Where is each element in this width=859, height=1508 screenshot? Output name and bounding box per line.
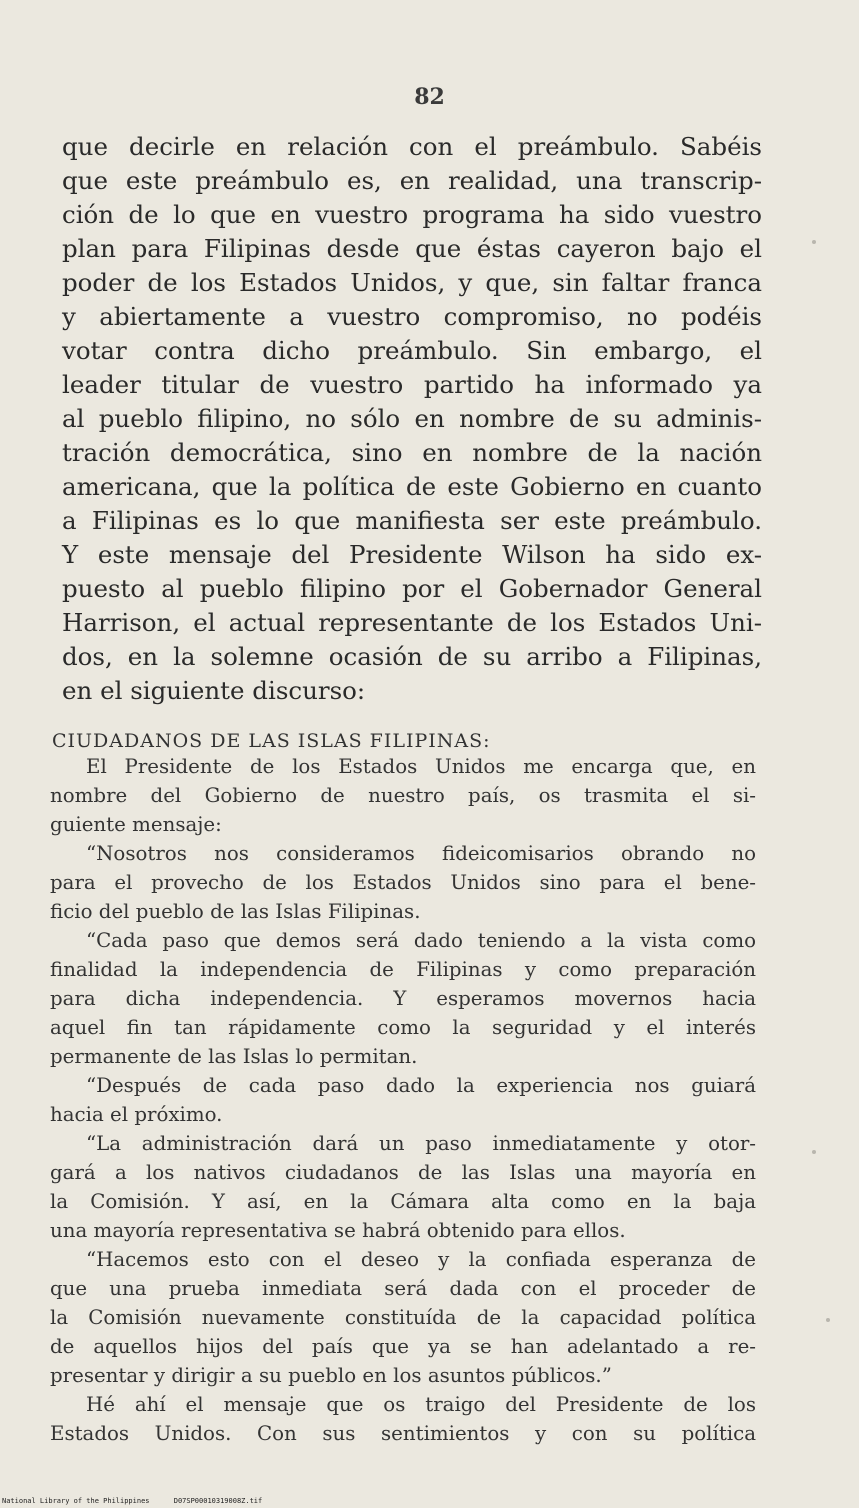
quote-line: la Comisión. Y así, en la Cámara alta como en la baja xyxy=(50,1190,756,1213)
body-line: puesto al pueblo filipino por el Gobernador General xyxy=(62,574,762,603)
footer-library: National Library of the Philippines xyxy=(2,1497,150,1505)
quoted-message xyxy=(50,752,756,1448)
quote-line: Hé ahí el mensaje que os traigo del Presidente de los xyxy=(86,1393,756,1416)
body-line: que decirle en relación con el preámbulo. Sabéis xyxy=(62,132,762,161)
quote-line: ficio del pueblo de las Islas Filipinas. xyxy=(50,900,421,923)
body-line: ción de lo que en vuestro programa ha sido vuestro xyxy=(62,200,762,229)
quote-line: una mayoría representativa se habrá obtenido para ellos. xyxy=(50,1219,626,1242)
quote-line: para el provecho de los Estados Unidos sino para el bene- xyxy=(50,871,756,894)
quote-line: El Presidente de los Estados Unidos me encarga que, en xyxy=(86,755,756,778)
paper-speck xyxy=(826,1318,830,1322)
body-line: tración democrática, sino en nombre de la nación xyxy=(62,438,762,467)
quote-line: Estados Unidos. Con sus sentimientos y con su política xyxy=(50,1422,756,1445)
quote-line: “La administración dará un paso inmediatamente y otor- xyxy=(86,1132,756,1155)
body-paragraph xyxy=(62,130,762,708)
body-line: leader titular de vuestro partido ha informado ya xyxy=(62,370,762,399)
body-line: Y este mensaje del Presidente Wilson ha sido ex- xyxy=(62,540,762,569)
quote-line: nombre del Gobierno de nuestro país, os trasmita el si- xyxy=(50,784,756,807)
scan-footer xyxy=(2,1497,282,1505)
body-line: en el siguiente discurso: xyxy=(62,676,366,705)
body-line: plan para Filipinas desde que éstas cayeron bajo el xyxy=(62,234,762,263)
page-number: 82 xyxy=(414,84,445,110)
quote-line: hacia el próximo. xyxy=(50,1103,223,1126)
quote-line: la Comisión nuevamente constituída de la capacidad política xyxy=(50,1306,756,1329)
quote-line: “Después de cada paso dado la experiencia nos guiará xyxy=(86,1074,756,1097)
body-line: a Filipinas es lo que manifiesta ser este preámbulo. xyxy=(62,506,762,535)
quote-line: “Nosotros nos consideramos fideicomisarios obrando no xyxy=(86,842,756,865)
quote-line: aquel fin tan rápidamente como la seguridad y el interés xyxy=(50,1016,756,1039)
quote-line: guiente mensaje: xyxy=(50,813,222,836)
quote-line: permanente de las Islas lo permitan. xyxy=(50,1045,418,1068)
quote-line: para dicha independencia. Y esperamos movernos hacia xyxy=(50,987,756,1010)
body-line: votar contra dicho preámbulo. Sin embargo, el xyxy=(62,336,762,365)
quote-line: finalidad la independencia de Filipinas y como preparación xyxy=(50,958,756,981)
body-line: poder de los Estados Unidos, y que, sin faltar franca xyxy=(62,268,762,297)
body-line: Harrison, el actual representante de los Estados Uni- xyxy=(62,608,762,637)
body-line: americana, que la política de este Gobierno en cuanto xyxy=(62,472,762,501)
body-line: al pueblo filipino, no sólo en nombre de su adminis- xyxy=(62,404,762,433)
quote-line: de aquellos hijos del país que ya se han adelantado a re- xyxy=(50,1335,756,1358)
quote-salutation: CIUDADANOS DE LAS ISLAS FILIPINAS: xyxy=(52,730,491,752)
quote-line: gará a los nativos ciudadanos de las Islas una mayoría en xyxy=(50,1161,756,1184)
quote-line: presentar y dirigir a su pueblo en los asuntos públicos.” xyxy=(50,1364,612,1387)
body-line: dos, en la solemne ocasión de su arribo a Filipinas, xyxy=(62,642,762,671)
body-line: y abiertamente a vuestro compromiso, no podéis xyxy=(62,302,762,331)
quote-line: que una prueba inmediata será dada con el proceder de xyxy=(50,1277,756,1300)
paper-speck xyxy=(812,240,816,244)
paper-speck xyxy=(812,1150,816,1154)
body-line: que este preámbulo es, en realidad, una transcrip- xyxy=(62,166,762,195)
footer-file-id: D07SP00010319008Z.tif xyxy=(173,1497,263,1505)
quote-line: “Cada paso que demos será dado teniendo a la vista como xyxy=(86,929,756,952)
quote-line: “Hacemos esto con el deseo y la confiada esperanza de xyxy=(86,1248,756,1271)
